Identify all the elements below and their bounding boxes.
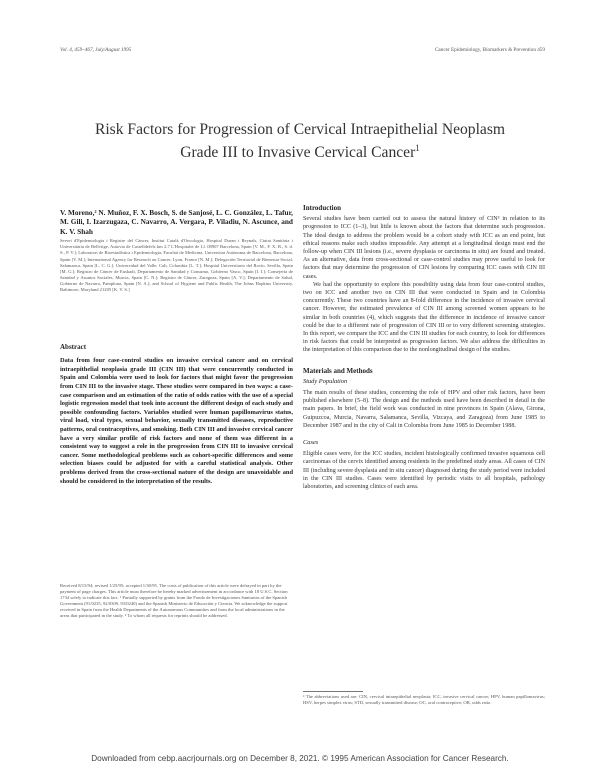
running-header-left: Vol. 4, 459–467, July/August 1995 — [60, 47, 132, 53]
left-column — [60, 208, 293, 486]
study-population-heading: Study Population — [303, 377, 348, 385]
download-notice: Downloaded from cebp.aacrjournals.org on December 8, 2021. © 1995 American Association for Cancer Research. — [91, 754, 509, 763]
title-footnote-mark: 1 — [415, 143, 420, 153]
introduction-paragraph-1: Several studies have been carried out to assess the natural history of CIN³ in relation to its progression to ICC (1–3), but little is known about the factors that determine such progression. The ideal design to address the problem would be a cohort study with ICC as an end point, but ethical reasons make such studies impossible. Any attempt at a longitudinal design must end the follow-up when CIN III lesions (i.e., severe dysplasia or carcinoma in situ) are found and treated. As an alternative, data from cross-sectional or case-control studies may prove useful to look for factors that may determine the progression of CIN lesions by comparing ICC cases with CIN III cases. — [303, 216, 545, 280]
cases-paragraph: Eligible cases were, for the ICC studies, incident histologically confirmed invasive squamous cell carcinomas of the cervix identified among residents in the predefined study areas. All cases of CIN III (including severe dysplasia and in situ cancer) diagnosed during the study period were included in the CIN III studies. Cases were identified by periodic visits to all hospitals, pathology laboratories, and screening clinics of each area. — [303, 451, 545, 491]
running-header-right: Cancer Epidemiology, Biomarkers & Prevention 459 — [434, 47, 545, 53]
title-line-2 — [60, 139, 540, 162]
section-spacer — [303, 355, 545, 367]
methods-heading: Materials and Methods — [303, 366, 373, 375]
title-line-2-text: Grade III to Invasive Cervical Cancer — [180, 144, 416, 162]
cases-heading: Cases — [303, 439, 319, 447]
abstract-text: Data from four case-control studies on invasive cervical cancer and on cervical intraepithelial neoplasia grade III (CIN III) that were concurrently conducted in Spain and Colombia were used to look for factors that might favor the progression from CIN III to the invasive stage. These studies were compared in two ways: a case-case comparison and an estimation of the ratio of odds ratios with the use of a special logistic regression model that took into account the different design of each study and possible confounding factors. Variables studied were human papillomavirus status, viral load, viral types, sexual behavior, sexually transmitted diseases, reproductive patterns, oral contraceptives, and smoking. Both CIN III and invasive cervical cancer have a very similar profile of risk factors and none of them was different in a consistent way to suggest a role in the progression from CIN III to invasive cervical cancer. Some methodological problems such as cohort-specific differences and some selection biases could be adjusted for with a careful statistical analysis. Other problems derived from the cross-sectional nature of the design are unavoidable and should be considered in the interpretation of the results. — [60, 357, 293, 485]
introduction-paragraph-2: We had the opportunity to explore this possibility using data from four case-control studies, two on ICC and another two on CIN III that were conducted in Spain and in Colombia concurrently. These two countries have an 8-fold difference in the incidence of invasive cervical cancer. However, the estimated prevalence of CIN III among screened women appears to be similar in both countries (4), which suggests that the difference in incidence of invasive cancer could be due to a different rate of progression of CIN III or to very different screening strategies. In this report, we compare the ICC and the CIN III studies for each country, to look for differences in risk factors that could be interpreted as progression factors. We also address the difficulties in the interpretation of this comparison due to the nonlongitudinal design of the studies. — [303, 281, 545, 354]
affiliations: Servei d'Epidemiologia i Registre del Càncer, Institut Català d'Oncologia, Hospital Duran i Reynals, Ciutat Sanitària i Universitària de Bellvitge, Autovia de Castelldefels km 2.7 L'Hospitalet de Ll. 08907 Barcelona, Spain [V. M., F. X. B., S. d. S., P. V.]; Laboratori de Bioestadística i Epidemiologia, Facultat de Medicina, Universitat Autònoma de Barcelona, Barcelona, Spain [V. M.]; International Agency for Research on Cancer, Lyon, France [N. M.]; Delegación Territorial de Bienestar Social, Salamanca, Spain [L. C. G.]; Universidad del Valle, Cali, Colombia [L. T.]; Hospital Universitario del Rocío, Sevilla, Spain [M. G.]; Registro de Cáncer de Euskadi, Departamento de Sanidad y Consumo, Gobierno Vasco, Spain [I. I.]; Consejería de Sanidad y Asuntos Sociales, Murcia, Spain [C. N.]; Registro de Cáncer, Zaragoza, Spain [A. V.]; Departamento de Salud, Gobierno de Navarra, Pamplona, Spain [N. A.]; and School of Hygiene and Public Health, The Johns Hopkins University, Baltimore, Maryland 21205 [K. V. S.] — [60, 238, 293, 292]
subsection-spacer — [303, 430, 545, 439]
title-line-1: Risk Factors for Progression of Cervical Intraepithelial Neoplasm — [94, 121, 506, 138]
received-note: Received 8/15/94; revised 1/25/95; accepted 1/30/95. The costs of publication of this article were defrayed in part by the payment of page charges. This article must therefore be hereby marked advertisement in accordance with 18 U.S.C. Section 1734 solely to indicate this fact. ¹ Partially supported by grants from the Fondo de Investigaciones Sanitarias of the Spanish Government (91/0235, 92/0309, 93/0240) and the Spanish Ministerio de Educación y Ciencia. We acknowledge the support received in Spain from the Health Departments of the Autonomous Communities and from the local administrations in the areas that participated in the study. ² To whom all requests for reprints should be addressed. — [60, 583, 288, 618]
abbreviations-footnote: ³ The abbreviations used are: CIN, cervical intraepithelial neoplasia; ICC, invasive cervical cancer; HPV, human papillomavirus; HSV, herpes simplex virus; STD, sexually transmitted disease; OC, oral contraceptive; OR, odds ratio. — [303, 694, 545, 705]
abstract-heading: Abstract — [60, 343, 87, 352]
study-population-paragraph: The main results of these studies, concerning the role of HPV and other risk factors, have been published elsewhere (5–8). The design and the methods used have been described in detail in the main papers. In brief, the field work was conducted in nine provinces in Spain (Alava, Girona, Guipuzcoa, Murcia, Navarra, Salamanca, Sevilla, Vizcaya, and Zaragoza) from June 1985 to December 1987 and in the city of Cali in Colombia from June 1985 to December 1988. — [303, 390, 545, 429]
right-column — [303, 204, 545, 491]
paper-title — [60, 120, 540, 162]
footnote-rule — [303, 691, 363, 692]
author-list: V. Moreno,² N. Muñoz, F. X. Bosch, S. de Sanjosé, L. C. González, L. Tafur, M. Gili, I. Izarzugaza, C. Navarro, A. Vergara, P. Viladiu, N. Ascunce, and K. V. Shah — [60, 208, 293, 236]
introduction-heading: Introduction — [303, 204, 341, 212]
